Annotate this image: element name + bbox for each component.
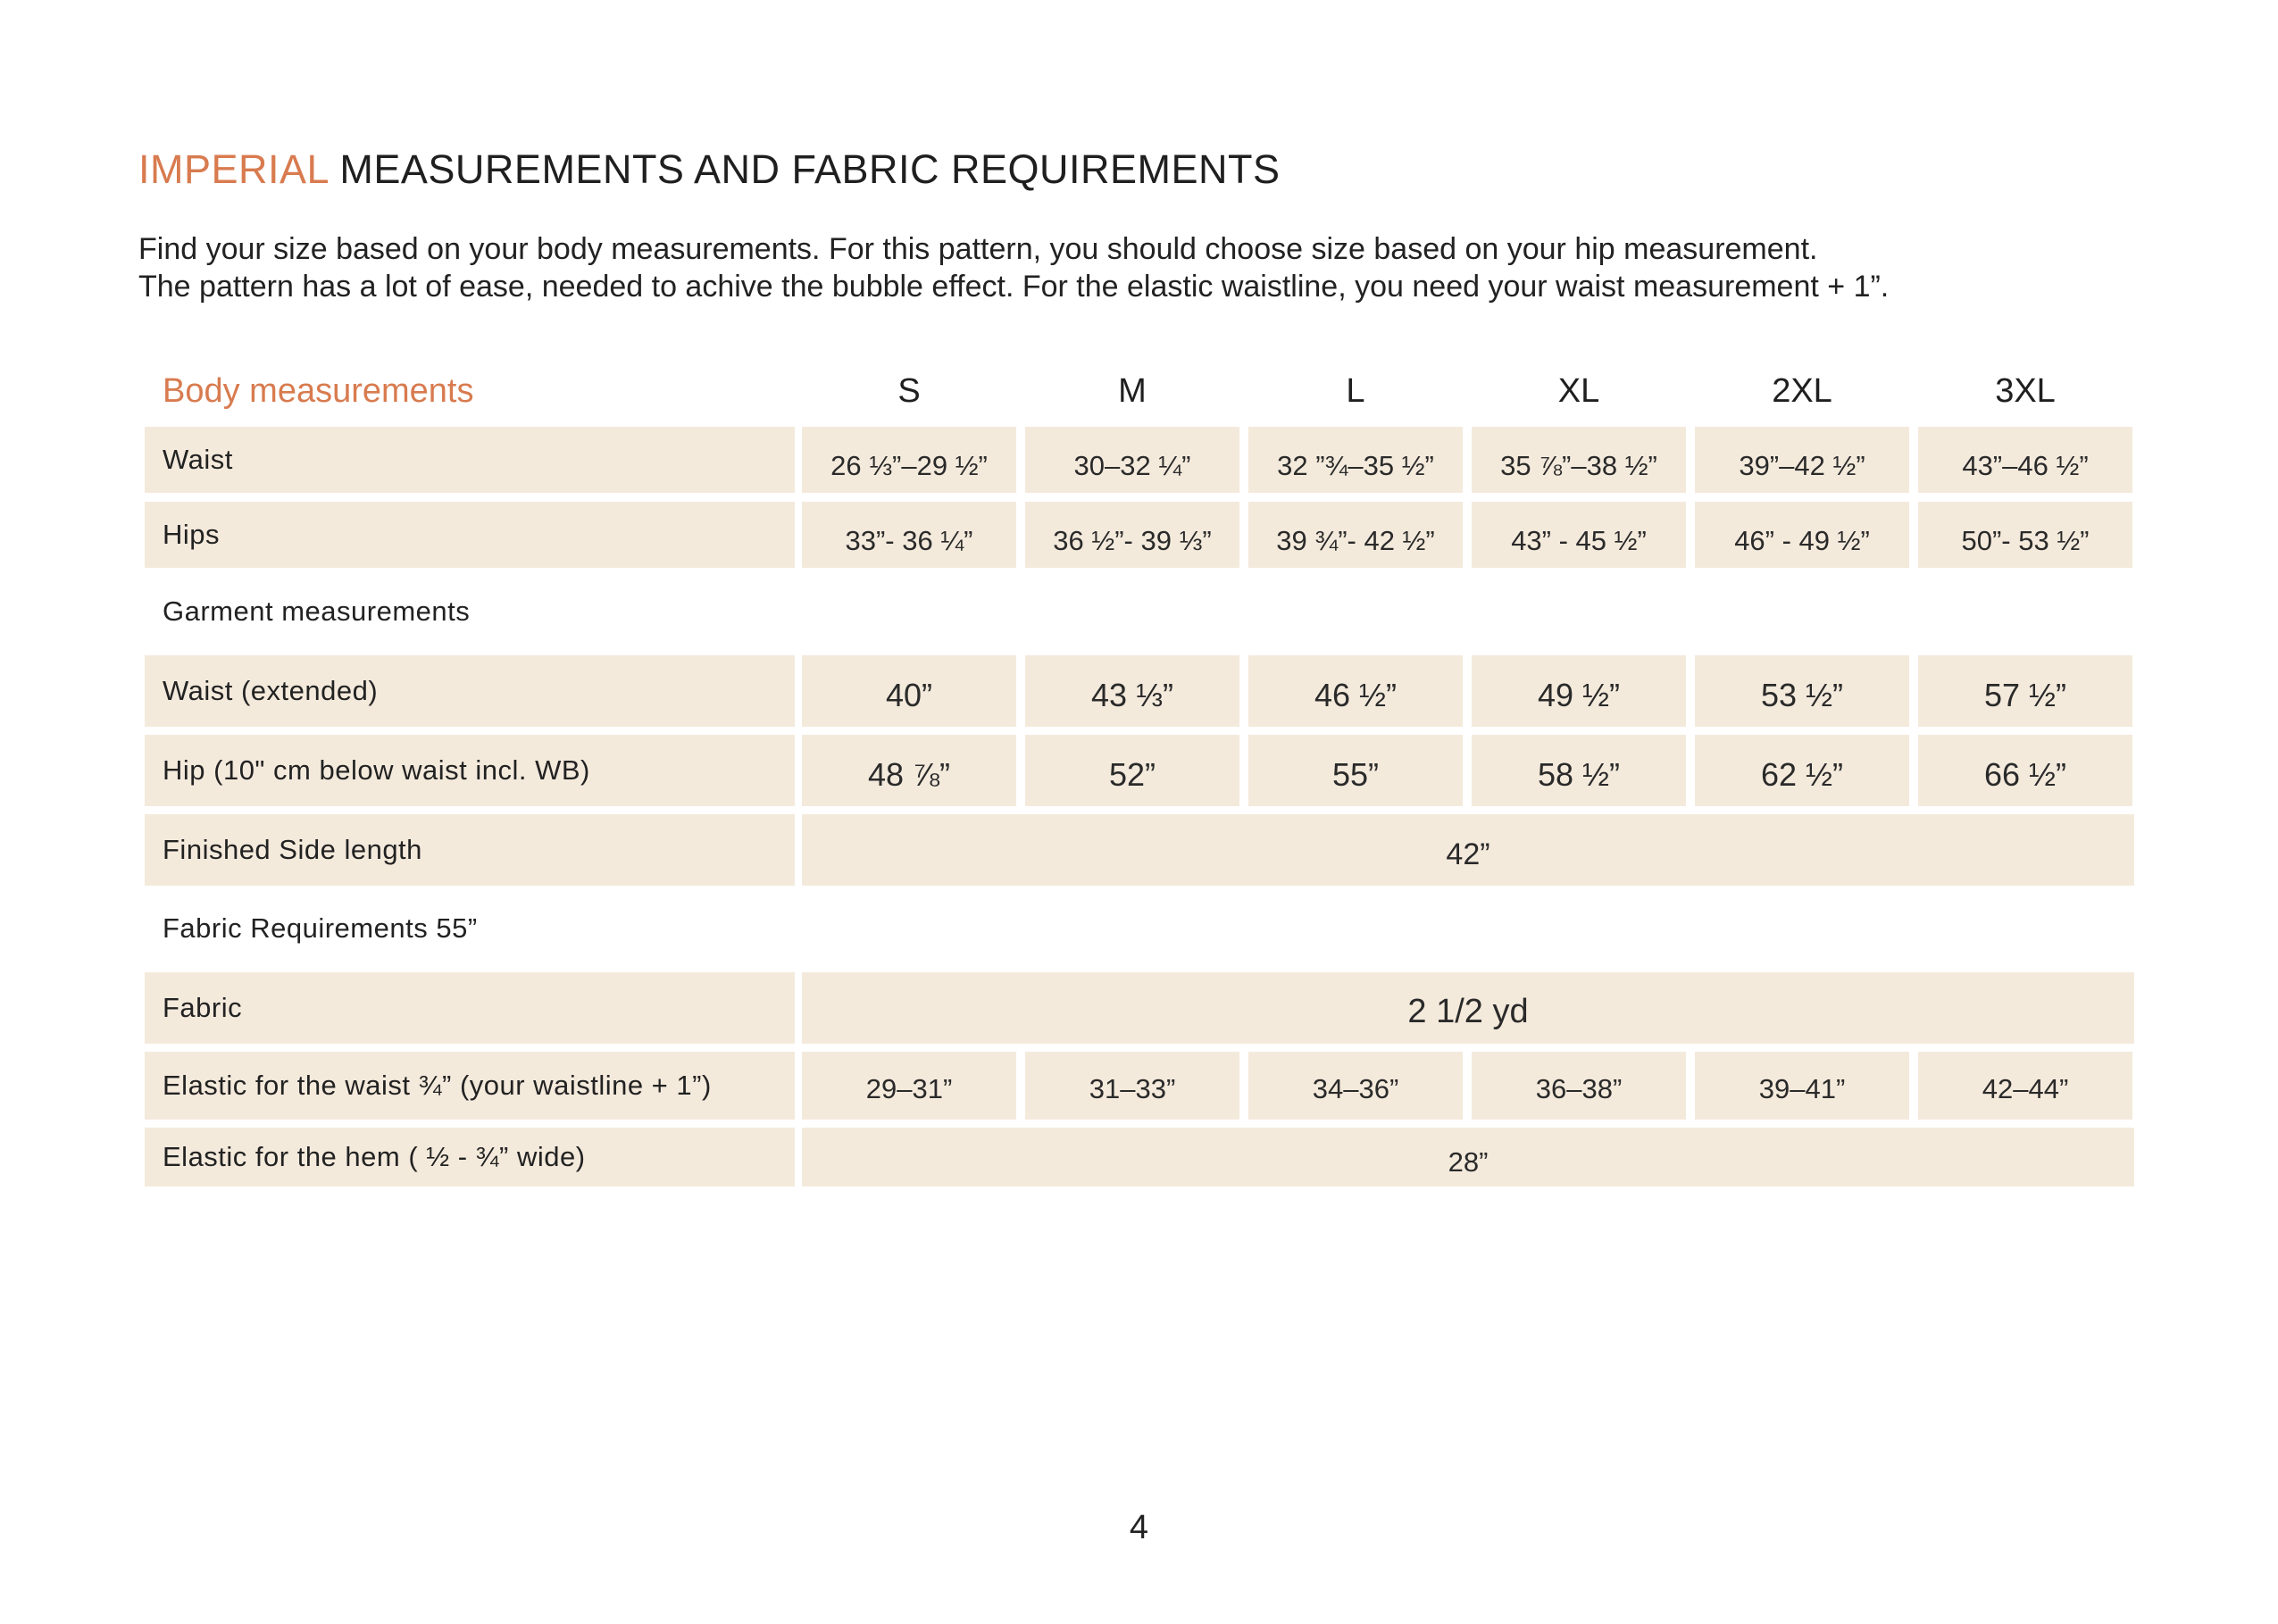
value-cell-l: 46 ½” — [1248, 655, 1463, 727]
row-label-cell — [145, 427, 795, 493]
row-label: Waist (extended) — [163, 675, 379, 706]
fabric-requirements-heading: Fabric Requirements 55” — [163, 912, 478, 944]
value-cell-3xl: 57 ½” — [1918, 655, 2132, 727]
value-cell-l: 39 ¾”- 42 ½” — [1248, 502, 1463, 568]
value-cell-s: 33”- 36 ¼” — [802, 502, 1016, 568]
page-number: 4 — [1129, 1509, 1149, 1546]
intro-line-2: The pattern has a lot of ease, needed to achive the bubble effect. For the elastic waistline, you need your waist measurement + 1”. — [138, 270, 1890, 304]
row-label-cell — [145, 1128, 795, 1187]
value-cell-l: 34–36” — [1248, 1052, 1463, 1120]
table-row-elastic-hem — [0, 1128, 2278, 1187]
table-row-hip-below-waist — [0, 735, 2278, 806]
table-row-hips — [0, 502, 2278, 568]
value-cell-l: 32 ”¾–35 ½” — [1248, 427, 1463, 493]
value-cell-l: 55” — [1248, 735, 1463, 806]
row-label-cell — [145, 735, 795, 806]
value-cell-3xl: 66 ½” — [1918, 735, 2132, 806]
value-cell-s: 26 ⅓”–29 ½” — [802, 427, 1016, 493]
size-header-m: M — [1118, 372, 1147, 410]
title-rest: MEASUREMENTS AND FABRIC REQUIREMENTS — [339, 146, 1281, 192]
value-cell-xl: 36–38” — [1472, 1052, 1686, 1120]
intro-paragraph — [138, 230, 1889, 305]
value-cell-xl: 43” - 45 ½” — [1472, 502, 1686, 568]
size-header-xl: XL — [1557, 372, 1600, 410]
size-header-2xl: 2XL — [1772, 372, 1832, 410]
intro-line-1: Find your size based on your body measurements. For this pattern, you should choose size based on your hip measurement. — [138, 232, 1818, 266]
value-cell-2xl: 39–41” — [1695, 1052, 1909, 1120]
row-label: Finished Side length — [163, 834, 422, 865]
merged-value-cell: 28” — [802, 1128, 2134, 1187]
table-row-waist-extended — [0, 655, 2278, 727]
merged-value-cell: 42” — [802, 814, 2134, 886]
value-cell-s: 29–31” — [802, 1052, 1016, 1120]
value-cell-3xl: 43”–46 ½” — [1918, 427, 2132, 493]
garment-measurements-heading: Garment measurements — [163, 595, 471, 627]
value-cell-s: 48 ⅞” — [802, 735, 1016, 806]
value-cell-xl: 58 ½” — [1472, 735, 1686, 806]
size-header-row — [0, 366, 2278, 416]
page-title — [138, 143, 1281, 196]
row-label-cell — [145, 502, 795, 568]
row-label: Elastic for the waist ¾” (your waistline + 1”) — [163, 1070, 712, 1101]
title-accent: IMPERIAL — [138, 146, 329, 192]
value-cell-xl: 35 ⅞”–38 ½” — [1472, 427, 1686, 493]
size-header-s: S — [897, 372, 921, 410]
value-cell-s: 40” — [802, 655, 1016, 727]
table-row-fabric — [0, 972, 2278, 1044]
value-cell-m: 31–33” — [1025, 1052, 1239, 1120]
size-header-3xl: 3XL — [1995, 372, 2056, 410]
value-cell-2xl: 53 ½” — [1695, 655, 1909, 727]
value-cell-2xl: 39”–42 ½” — [1695, 427, 1909, 493]
row-label-cell — [145, 814, 795, 886]
value-cell-xl: 49 ½” — [1472, 655, 1686, 727]
row-label-cell — [145, 655, 795, 727]
row-label-cell — [145, 972, 795, 1044]
table-row-side-length — [0, 814, 2278, 886]
value-cell-2xl: 46” - 49 ½” — [1695, 502, 1909, 568]
value-cell-3xl: 50”- 53 ½” — [1918, 502, 2132, 568]
value-cell-3xl: 42–44” — [1918, 1052, 2132, 1120]
row-label: Elastic for the hem ( ½ - ¾” wide) — [163, 1141, 586, 1172]
row-label: Waist — [163, 444, 233, 475]
table-row-elastic-waist — [0, 1052, 2278, 1120]
row-label-cell — [145, 1052, 795, 1120]
row-label: Hip (10" cm below waist incl. WB) — [163, 754, 590, 786]
body-measurements-heading: Body measurements — [163, 372, 474, 410]
row-label: Hips — [163, 519, 221, 550]
table-row-waist — [0, 427, 2278, 493]
merged-value-cell: 2 1/2 yd — [802, 972, 2134, 1044]
value-cell-m: 52” — [1025, 735, 1239, 806]
row-label: Fabric — [163, 992, 243, 1023]
value-cell-2xl: 62 ½” — [1695, 735, 1909, 806]
value-cell-m: 43 ⅓” — [1025, 655, 1239, 727]
value-cell-m: 30–32 ¼” — [1025, 427, 1239, 493]
value-cell-m: 36 ½”- 39 ⅓” — [1025, 502, 1239, 568]
size-header-l: L — [1346, 372, 1365, 410]
